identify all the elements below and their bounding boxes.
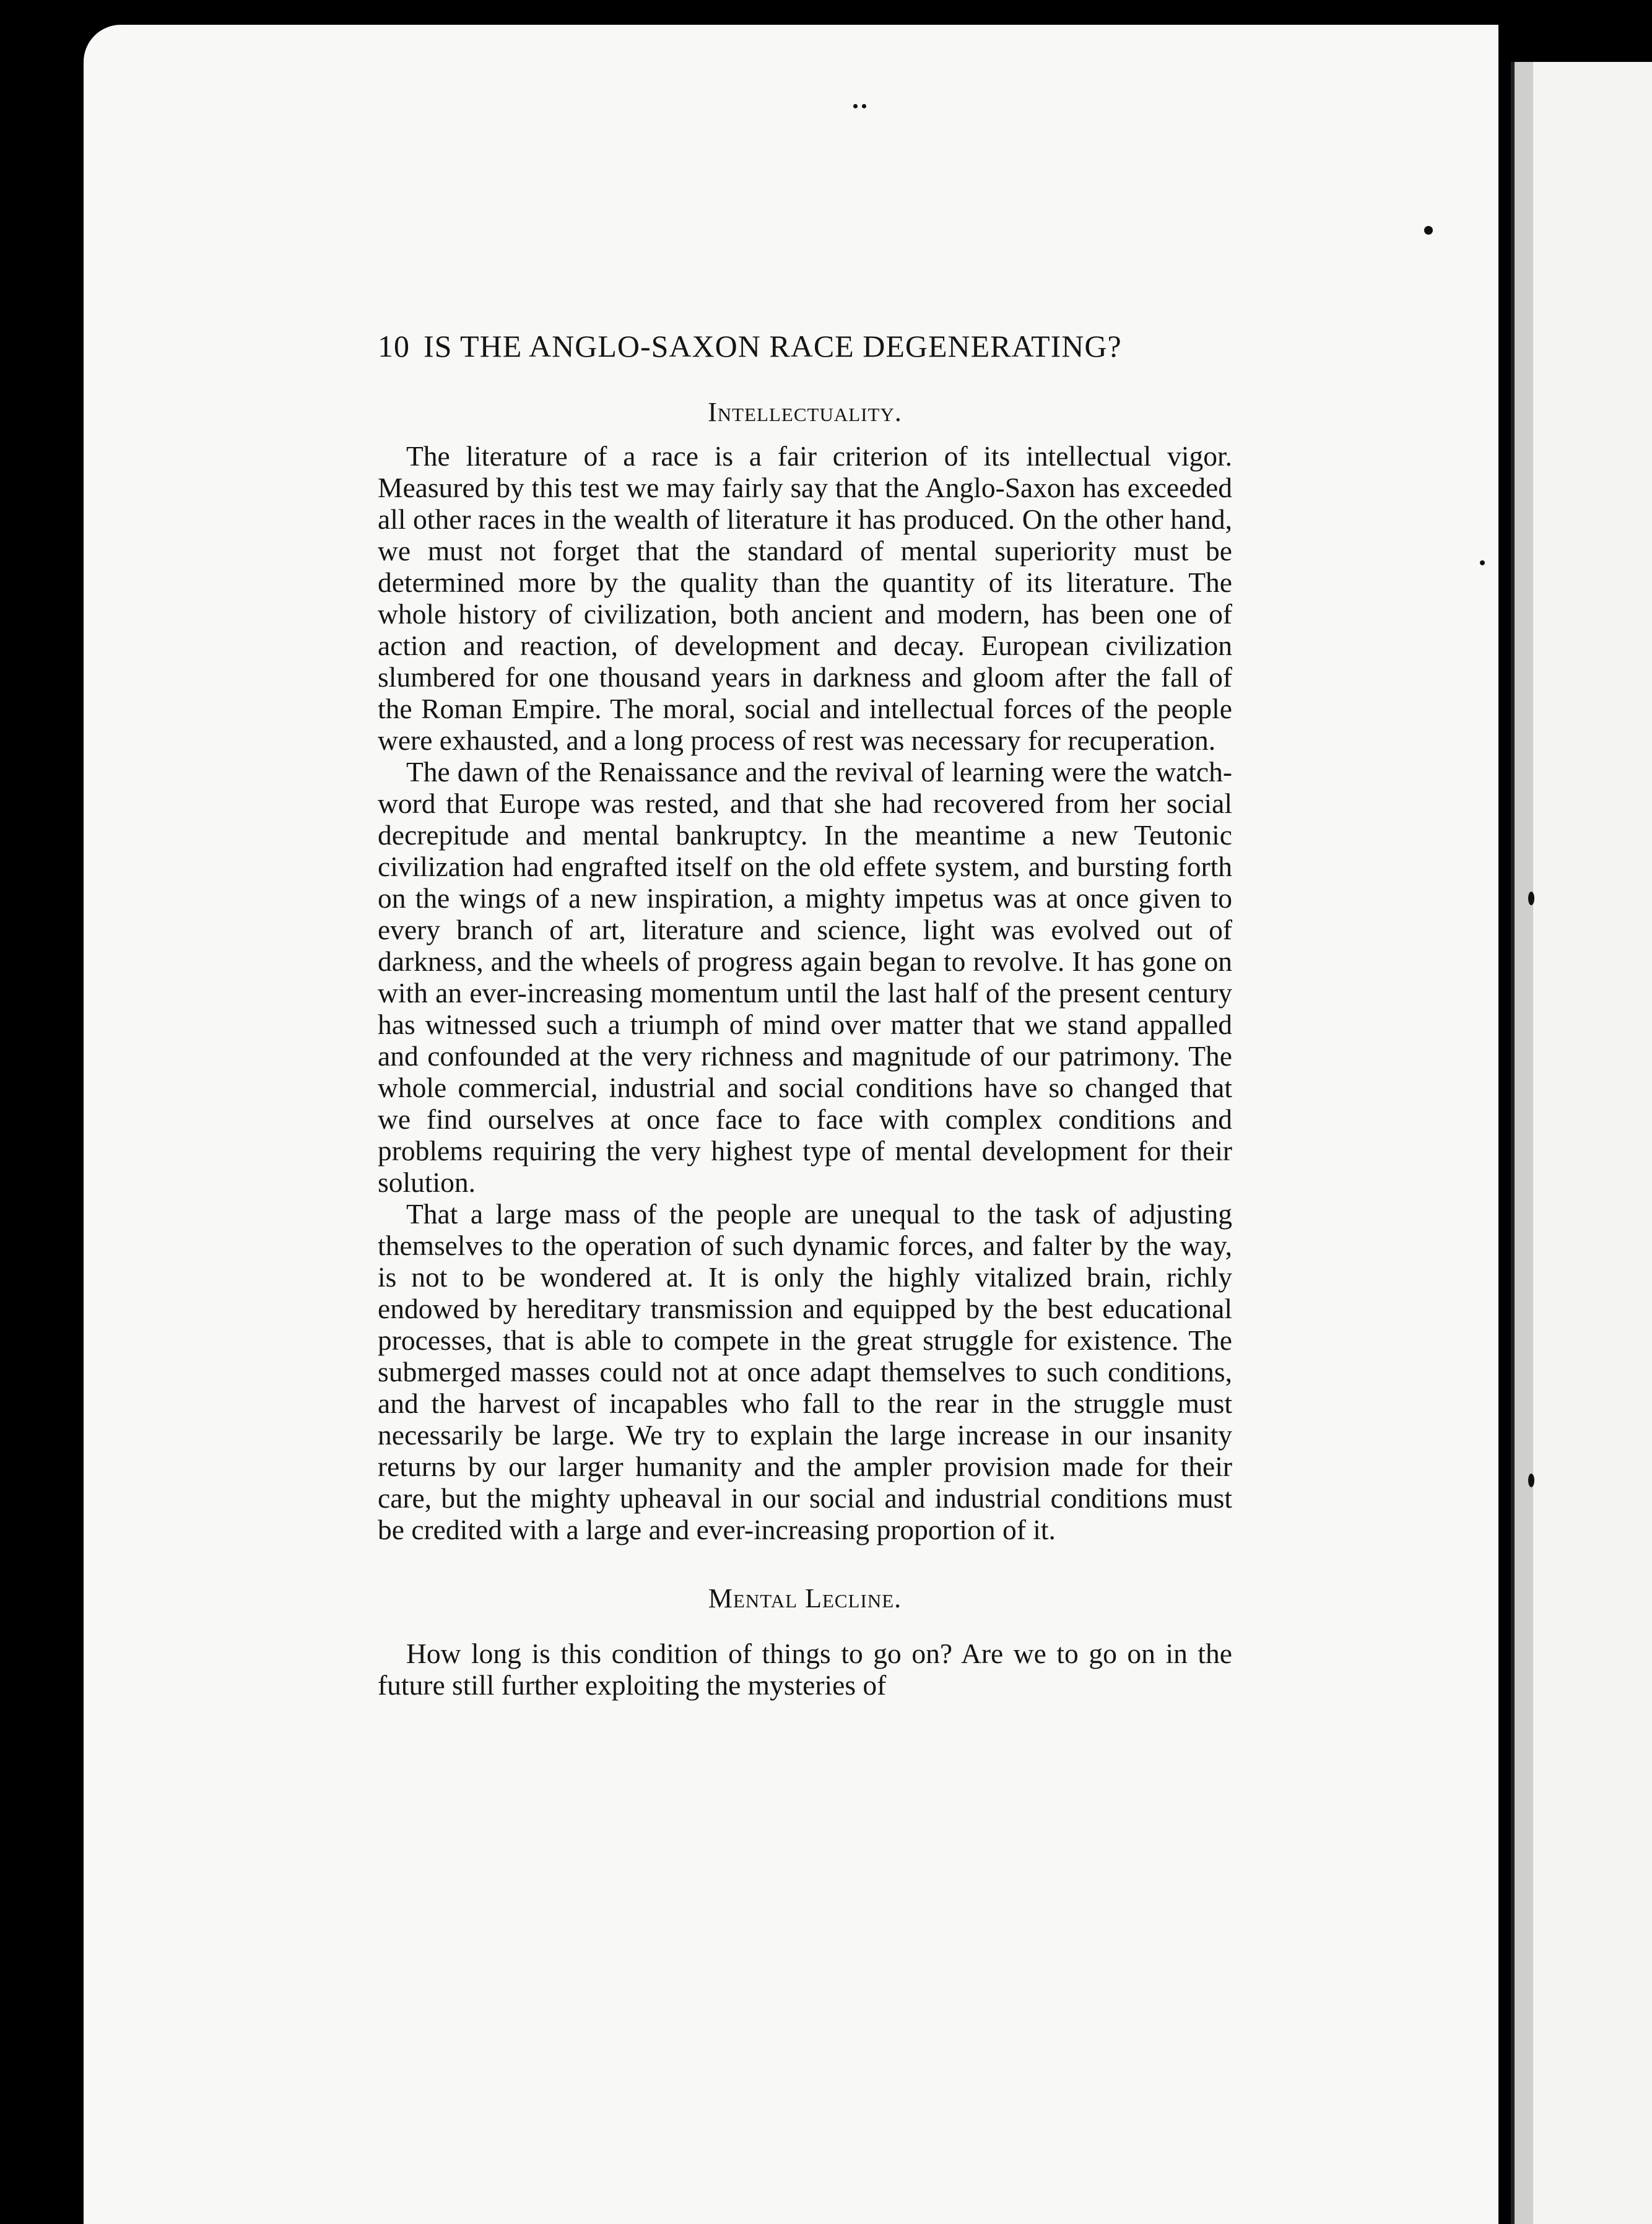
scan-speck [1528, 892, 1534, 905]
section-heading-mental-decline: Mental Lecline. [708, 1583, 902, 1614]
page-number: 10 [378, 329, 410, 363]
running-head-title: IS THE ANGLO-SAXON RACE DEGENERATING? [424, 329, 1122, 363]
running-header [378, 328, 1232, 364]
adjacent-page-edge [1511, 62, 1652, 2224]
paragraph: How long is this condition of things to go on? Are we to go on in the future still further exploiting the mysteries of [378, 1638, 1232, 1701]
scan-speck [1528, 1474, 1534, 1487]
paragraph: The dawn of the Renaissance and the revival of learning were the watch-word that Europe was rested, and that she had recovered from her social decrepitude and mental bankruptcy. In the meantime a new Teutonic civilization had engrafted itself on the old effete system, and bursting forth on the wings of a new inspiration, a mighty impetus was at once given to every branch of art, literature and science, light was evolved out of darkness, and the wheels of progress again began to revolve. It has gone on with an ever-increasing momentum until the last half of the present century has witnessed such a triumph of mind over matter that we stand appalled and confounded at the very richness and magnitude of our patrimony. The whole commercial, industrial and social conditions have so changed that we find ourselves at once face to face with complex conditions and problems requiring the very highest type of mental development for their solution. [378, 756, 1232, 1198]
scan-speck [1480, 560, 1485, 565]
paragraph: That a large mass of the people are unequal to the task of adjusting themselves to the operation of such dynamic forces, and falter by the way, is not to be wondered at. It is only the highly vitalized brain, richly endowed by hereditary transmission and equipped by the best educational processes, that is able to compete in the great struggle for existence. The submerged masses could not at once adapt themselves to such conditions, and the harvest of incapables who fall to the rear in the struggle must necessarily be large. We try to explain the large increase in our insanity returns by our larger humanity and the ampler provision made for their care, but the mighty upheaval in our social and industrial conditions must be credited with a large and ever-increasing proportion of it. [378, 1198, 1232, 1545]
scan-speck [1424, 226, 1433, 235]
scan-speck [862, 104, 866, 108]
scan-speck [853, 104, 858, 108]
section-heading-intellectuality: Intellectuality. [708, 397, 902, 427]
paragraph: The literature of a race is a fair criterion of its intellectual vigor. Measured by this test we may fairly say that the Anglo-Saxon has exceeded all other races in the wealth of literature it has produced. On the other hand, we must not forget that the standard of mental superiority must be determined more by the quality than the quantity of its literature. The whole history of civilization, both ancient and modern, has been one of action and reaction, of development and decay. European civilization slumbered for one thousand years in darkness and gloom after the fall of the Roman Empire. The moral, social and intellectual forces of the people were exhausted, and a long process of rest was necessary for recuperation. [378, 440, 1232, 756]
page-text [378, 328, 1232, 1701]
